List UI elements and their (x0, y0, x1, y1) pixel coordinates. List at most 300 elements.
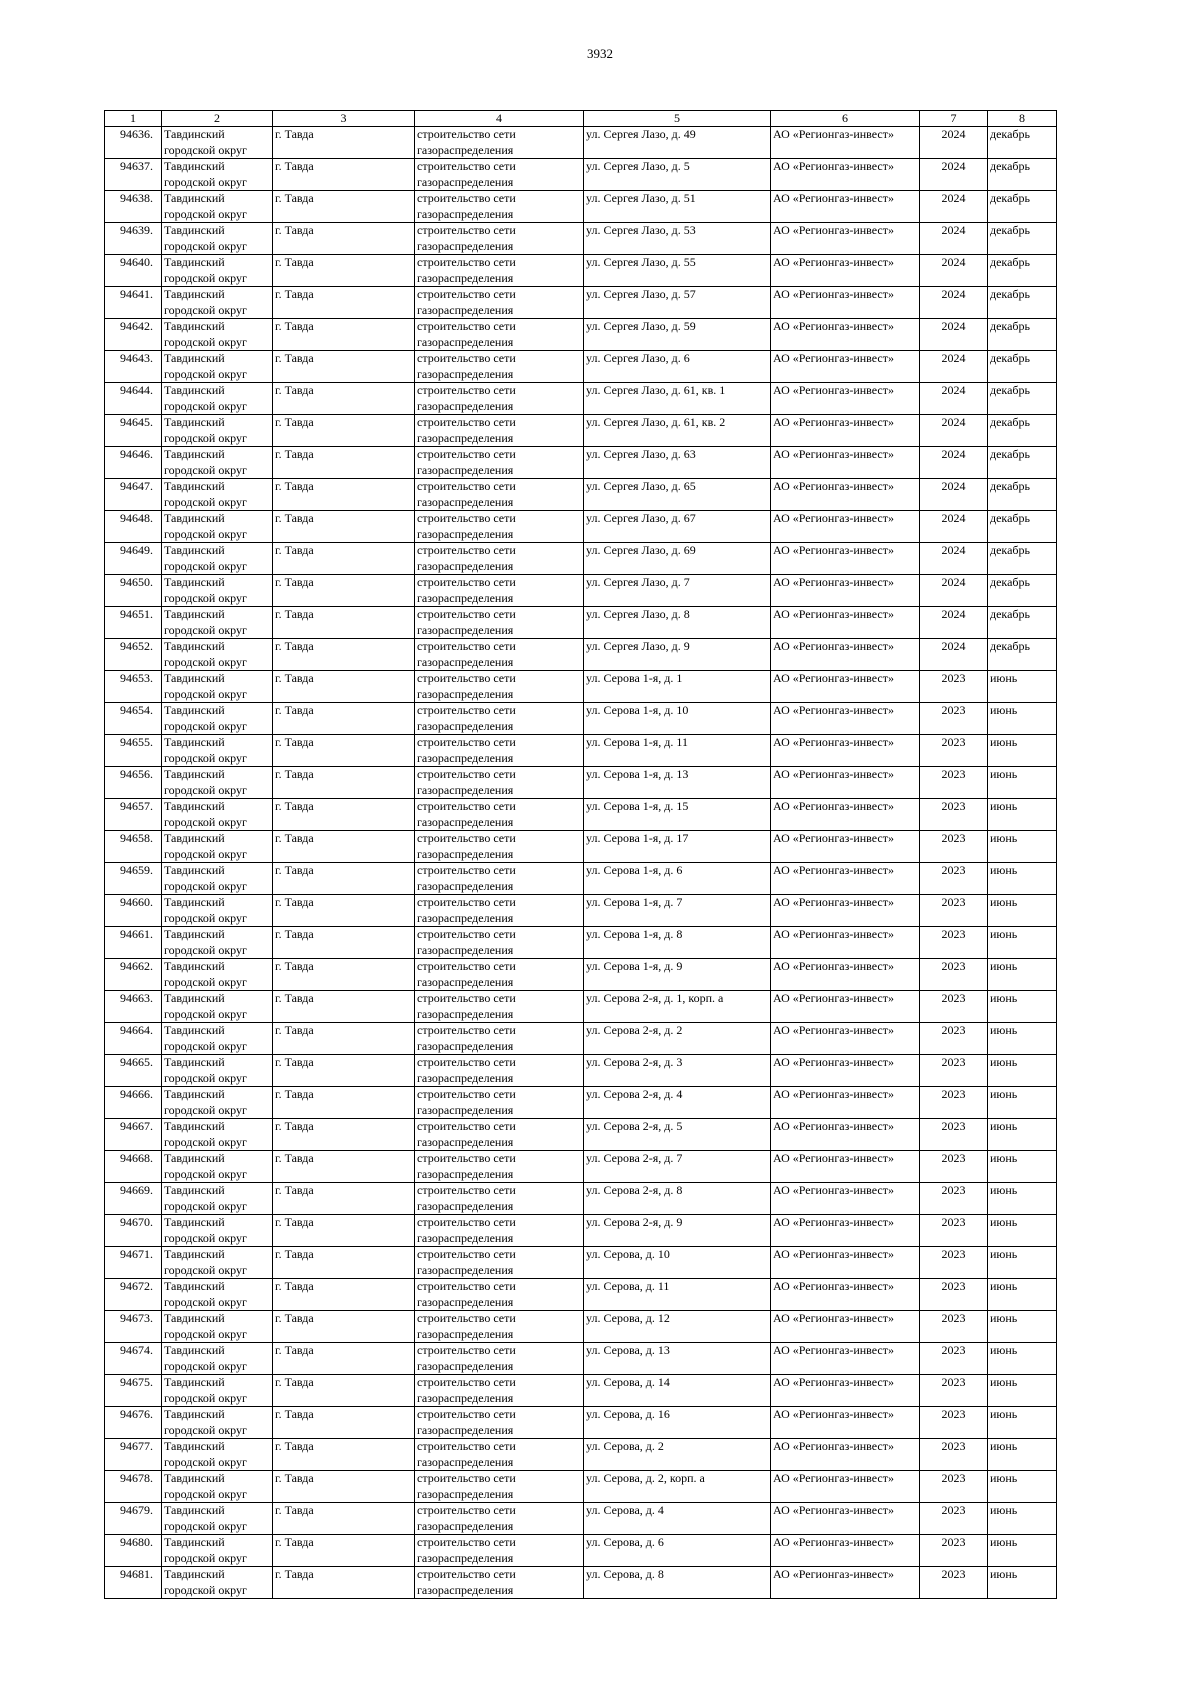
cell-address: ул. Серова, д. 4 (584, 1503, 771, 1535)
cell-settlement: г. Тавда (273, 415, 415, 447)
cell-year: 2023 (920, 831, 988, 863)
table-row (105, 127, 1057, 159)
cell-work-type: строительство сети газораспределения (415, 1471, 584, 1503)
cell-row-number: 94645. (105, 415, 162, 447)
cell-municipality: Тавдинский городской округ (162, 351, 273, 383)
cell-contractor: АО «Регионгаз-инвест» (771, 575, 920, 607)
cell-year: 2024 (920, 415, 988, 447)
data-table (104, 110, 1057, 1599)
cell-contractor: АО «Регионгаз-инвест» (771, 1471, 920, 1503)
table-row (105, 1375, 1057, 1407)
cell-work-type: строительство сети газораспределения (415, 1023, 584, 1055)
cell-address: ул. Серова 2-я, д. 9 (584, 1215, 771, 1247)
cell-contractor: АО «Регионгаз-инвест» (771, 319, 920, 351)
cell-month: июнь (988, 703, 1057, 735)
cell-row-number: 94672. (105, 1279, 162, 1311)
cell-address: ул. Серова, д. 8 (584, 1567, 771, 1599)
cell-municipality: Тавдинский городской округ (162, 319, 273, 351)
cell-month: декабрь (988, 447, 1057, 479)
cell-row-number: 94677. (105, 1439, 162, 1471)
cell-year: 2023 (920, 703, 988, 735)
cell-contractor: АО «Регионгаз-инвест» (771, 1535, 920, 1567)
cell-row-number: 94678. (105, 1471, 162, 1503)
table-row (105, 735, 1057, 767)
cell-municipality: Тавдинский городской округ (162, 479, 273, 511)
table-row (105, 639, 1057, 671)
cell-settlement: г. Тавда (273, 1055, 415, 1087)
table-row (105, 767, 1057, 799)
header-cell-7: 7 (920, 111, 988, 127)
cell-settlement: г. Тавда (273, 159, 415, 191)
cell-settlement: г. Тавда (273, 831, 415, 863)
cell-municipality: Тавдинский городской округ (162, 415, 273, 447)
cell-work-type: строительство сети газораспределения (415, 767, 584, 799)
cell-work-type: строительство сети газораспределения (415, 1215, 584, 1247)
cell-year: 2024 (920, 159, 988, 191)
cell-row-number: 94654. (105, 703, 162, 735)
cell-month: июнь (988, 1151, 1057, 1183)
cell-row-number: 94649. (105, 543, 162, 575)
cell-settlement: г. Тавда (273, 1183, 415, 1215)
cell-municipality: Тавдинский городской округ (162, 287, 273, 319)
cell-settlement: г. Тавда (273, 1151, 415, 1183)
cell-row-number: 94641. (105, 287, 162, 319)
cell-contractor: АО «Регионгаз-инвест» (771, 927, 920, 959)
table-row (105, 479, 1057, 511)
cell-year: 2024 (920, 287, 988, 319)
cell-month: декабрь (988, 351, 1057, 383)
cell-work-type: строительство сети газораспределения (415, 511, 584, 543)
cell-municipality: Тавдинский городской округ (162, 895, 273, 927)
cell-work-type: строительство сети газораспределения (415, 1503, 584, 1535)
cell-settlement: г. Тавда (273, 1503, 415, 1535)
cell-address: ул. Сергея Лазо, д. 65 (584, 479, 771, 511)
cell-contractor: АО «Регионгаз-инвест» (771, 703, 920, 735)
cell-settlement: г. Тавда (273, 1311, 415, 1343)
cell-contractor: АО «Регионгаз-инвест» (771, 959, 920, 991)
cell-month: декабрь (988, 319, 1057, 351)
cell-work-type: строительство сети газораспределения (415, 1439, 584, 1471)
cell-month: июнь (988, 1439, 1057, 1471)
cell-row-number: 94680. (105, 1535, 162, 1567)
cell-municipality: Тавдинский городской округ (162, 799, 273, 831)
cell-municipality: Тавдинский городской округ (162, 1407, 273, 1439)
cell-contractor: АО «Регионгаз-инвест» (771, 671, 920, 703)
cell-year: 2023 (920, 799, 988, 831)
cell-year: 2023 (920, 959, 988, 991)
cell-month: июнь (988, 1567, 1057, 1599)
table-row (105, 991, 1057, 1023)
cell-municipality: Тавдинский городской округ (162, 1087, 273, 1119)
cell-address: ул. Серова 1-я, д. 8 (584, 927, 771, 959)
cell-work-type: строительство сети газораспределения (415, 447, 584, 479)
cell-address: ул. Сергея Лазо, д. 9 (584, 639, 771, 671)
cell-year: 2023 (920, 895, 988, 927)
cell-row-number: 94662. (105, 959, 162, 991)
header-row (105, 111, 1057, 127)
cell-row-number: 94640. (105, 255, 162, 287)
cell-work-type: строительство сети газораспределения (415, 383, 584, 415)
cell-settlement: г. Тавда (273, 543, 415, 575)
cell-month: декабрь (988, 127, 1057, 159)
cell-address: ул. Сергея Лазо, д. 51 (584, 191, 771, 223)
cell-month: декабрь (988, 415, 1057, 447)
cell-row-number: 94646. (105, 447, 162, 479)
table-row (105, 1247, 1057, 1279)
table-row (105, 1407, 1057, 1439)
cell-work-type: строительство сети газораспределения (415, 1407, 584, 1439)
cell-row-number: 94671. (105, 1247, 162, 1279)
cell-address: ул. Сергея Лазо, д. 63 (584, 447, 771, 479)
cell-year: 2023 (920, 1471, 988, 1503)
cell-municipality: Тавдинский городской округ (162, 735, 273, 767)
cell-month: июнь (988, 799, 1057, 831)
cell-address: ул. Серова 1-я, д. 15 (584, 799, 771, 831)
cell-work-type: строительство сети газораспределения (415, 1183, 584, 1215)
cell-row-number: 94675. (105, 1375, 162, 1407)
table-row (105, 1183, 1057, 1215)
table-row (105, 415, 1057, 447)
cell-contractor: АО «Регионгаз-инвест» (771, 1407, 920, 1439)
cell-address: ул. Серова 1-я, д. 6 (584, 863, 771, 895)
cell-municipality: Тавдинский городской округ (162, 159, 273, 191)
cell-settlement: г. Тавда (273, 1087, 415, 1119)
cell-year: 2024 (920, 191, 988, 223)
cell-year: 2024 (920, 543, 988, 575)
cell-month: июнь (988, 863, 1057, 895)
table-row (105, 191, 1057, 223)
cell-municipality: Тавдинский городской округ (162, 1119, 273, 1151)
cell-year: 2024 (920, 319, 988, 351)
cell-address: ул. Сергея Лазо, д. 7 (584, 575, 771, 607)
cell-month: июнь (988, 1471, 1057, 1503)
cell-settlement: г. Тавда (273, 1247, 415, 1279)
cell-year: 2023 (920, 1343, 988, 1375)
cell-contractor: АО «Регионгаз-инвест» (771, 1119, 920, 1151)
cell-work-type: строительство сети газораспределения (415, 479, 584, 511)
cell-year: 2023 (920, 1247, 988, 1279)
cell-settlement: г. Тавда (273, 575, 415, 607)
cell-year: 2023 (920, 1439, 988, 1471)
cell-municipality: Тавдинский городской округ (162, 255, 273, 287)
cell-row-number: 94650. (105, 575, 162, 607)
cell-month: июнь (988, 671, 1057, 703)
cell-address: ул. Серова, д. 16 (584, 1407, 771, 1439)
cell-municipality: Тавдинский городской округ (162, 575, 273, 607)
cell-year: 2023 (920, 1055, 988, 1087)
cell-month: июнь (988, 1247, 1057, 1279)
header-cell-6: 6 (771, 111, 920, 127)
cell-work-type: строительство сети газораспределения (415, 223, 584, 255)
cell-month: июнь (988, 1279, 1057, 1311)
cell-work-type: строительство сети газораспределения (415, 1087, 584, 1119)
cell-address: ул. Серова, д. 2 (584, 1439, 771, 1471)
table-row (105, 255, 1057, 287)
table-row (105, 607, 1057, 639)
cell-address: ул. Серова 2-я, д. 2 (584, 1023, 771, 1055)
cell-contractor: АО «Регионгаз-инвест» (771, 863, 920, 895)
page-number: 3932 (587, 46, 613, 61)
cell-work-type: строительство сети газораспределения (415, 1343, 584, 1375)
cell-address: ул. Серова 1-я, д. 13 (584, 767, 771, 799)
cell-work-type: строительство сети газораспределения (415, 639, 584, 671)
cell-contractor: АО «Регионгаз-инвест» (771, 1503, 920, 1535)
cell-address: ул. Серова 1-я, д. 9 (584, 959, 771, 991)
cell-month: декабрь (988, 479, 1057, 511)
cell-row-number: 94655. (105, 735, 162, 767)
cell-settlement: г. Тавда (273, 767, 415, 799)
cell-municipality: Тавдинский городской округ (162, 1055, 273, 1087)
cell-year: 2024 (920, 383, 988, 415)
cell-address: ул. Серова 1-я, д. 11 (584, 735, 771, 767)
cell-settlement: г. Тавда (273, 1023, 415, 1055)
cell-address: ул. Серова, д. 6 (584, 1535, 771, 1567)
table-row (105, 671, 1057, 703)
cell-work-type: строительство сети газораспределения (415, 1119, 584, 1151)
cell-month: июнь (988, 1087, 1057, 1119)
cell-address: ул. Сергея Лазо, д. 57 (584, 287, 771, 319)
cell-work-type: строительство сети газораспределения (415, 127, 584, 159)
cell-year: 2024 (920, 607, 988, 639)
cell-contractor: АО «Регионгаз-инвест» (771, 1055, 920, 1087)
cell-work-type: строительство сети газораспределения (415, 287, 584, 319)
cell-year: 2023 (920, 1215, 988, 1247)
cell-work-type: строительство сети газораспределения (415, 607, 584, 639)
cell-work-type: строительство сети газораспределения (415, 703, 584, 735)
cell-year: 2024 (920, 351, 988, 383)
cell-contractor: АО «Регионгаз-инвест» (771, 1087, 920, 1119)
cell-year: 2023 (920, 927, 988, 959)
header-cell-1: 1 (105, 111, 162, 127)
cell-row-number: 94679. (105, 1503, 162, 1535)
cell-year: 2024 (920, 127, 988, 159)
cell-address: ул. Серова 2-я, д. 3 (584, 1055, 771, 1087)
cell-municipality: Тавдинский городской округ (162, 1439, 273, 1471)
cell-address: ул. Сергея Лазо, д. 5 (584, 159, 771, 191)
cell-month: декабрь (988, 287, 1057, 319)
table-row (105, 1471, 1057, 1503)
cell-row-number: 94681. (105, 1567, 162, 1599)
cell-municipality: Тавдинский городской округ (162, 223, 273, 255)
cell-contractor: АО «Регионгаз-инвест» (771, 1279, 920, 1311)
cell-row-number: 94676. (105, 1407, 162, 1439)
cell-year: 2023 (920, 1279, 988, 1311)
cell-year: 2023 (920, 1087, 988, 1119)
cell-row-number: 94651. (105, 607, 162, 639)
cell-address: ул. Серова 1-я, д. 7 (584, 895, 771, 927)
cell-month: декабрь (988, 191, 1057, 223)
cell-year: 2024 (920, 575, 988, 607)
cell-municipality: Тавдинский городской округ (162, 1503, 273, 1535)
cell-settlement: г. Тавда (273, 1535, 415, 1567)
table-row (105, 1311, 1057, 1343)
header-cell-2: 2 (162, 111, 273, 127)
cell-contractor: АО «Регионгаз-инвест» (771, 383, 920, 415)
cell-settlement: г. Тавда (273, 287, 415, 319)
cell-row-number: 94664. (105, 1023, 162, 1055)
table-row (105, 159, 1057, 191)
cell-row-number: 94637. (105, 159, 162, 191)
cell-address: ул. Серова, д. 12 (584, 1311, 771, 1343)
cell-settlement: г. Тавда (273, 511, 415, 543)
cell-contractor: АО «Регионгаз-инвест» (771, 447, 920, 479)
cell-contractor: АО «Регионгаз-инвест» (771, 543, 920, 575)
cell-year: 2023 (920, 735, 988, 767)
cell-contractor: АО «Регионгаз-инвест» (771, 255, 920, 287)
cell-month: декабрь (988, 511, 1057, 543)
cell-municipality: Тавдинский городской округ (162, 1343, 273, 1375)
cell-address: ул. Серова 2-я, д. 7 (584, 1151, 771, 1183)
cell-work-type: строительство сети газораспределения (415, 863, 584, 895)
cell-year: 2024 (920, 639, 988, 671)
cell-address: ул. Серова 2-я, д. 8 (584, 1183, 771, 1215)
cell-month: декабрь (988, 159, 1057, 191)
cell-row-number: 94656. (105, 767, 162, 799)
cell-row-number: 94661. (105, 927, 162, 959)
cell-month: июнь (988, 1407, 1057, 1439)
cell-contractor: АО «Регионгаз-инвест» (771, 159, 920, 191)
cell-work-type: строительство сети газораспределения (415, 735, 584, 767)
table-row (105, 447, 1057, 479)
cell-municipality: Тавдинский городской округ (162, 863, 273, 895)
cell-year: 2023 (920, 1503, 988, 1535)
cell-municipality: Тавдинский городской округ (162, 1375, 273, 1407)
cell-month: июнь (988, 991, 1057, 1023)
cell-year: 2023 (920, 1183, 988, 1215)
cell-year: 2023 (920, 1119, 988, 1151)
cell-settlement: г. Тавда (273, 1567, 415, 1599)
cell-settlement: г. Тавда (273, 255, 415, 287)
cell-month: июнь (988, 895, 1057, 927)
cell-municipality: Тавдинский городской округ (162, 1311, 273, 1343)
header-cell-4: 4 (415, 111, 584, 127)
cell-address: ул. Серова 2-я, д. 1, корп. а (584, 991, 771, 1023)
cell-contractor: АО «Регионгаз-инвест» (771, 511, 920, 543)
cell-settlement: г. Тавда (273, 479, 415, 511)
cell-settlement: г. Тавда (273, 703, 415, 735)
cell-address: ул. Серова 1-я, д. 1 (584, 671, 771, 703)
cell-year: 2024 (920, 223, 988, 255)
cell-contractor: АО «Регионгаз-инвест» (771, 287, 920, 319)
cell-work-type: строительство сети газораспределения (415, 543, 584, 575)
cell-municipality: Тавдинский городской округ (162, 1215, 273, 1247)
cell-address: ул. Серова 1-я, д. 17 (584, 831, 771, 863)
cell-address: ул. Серова, д. 14 (584, 1375, 771, 1407)
cell-work-type: строительство сети газораспределения (415, 351, 584, 383)
cell-year: 2023 (920, 1567, 988, 1599)
cell-address: ул. Сергея Лазо, д. 67 (584, 511, 771, 543)
cell-year: 2023 (920, 1311, 988, 1343)
cell-contractor: АО «Регионгаз-инвест» (771, 799, 920, 831)
table-row (105, 223, 1057, 255)
cell-settlement: г. Тавда (273, 1375, 415, 1407)
cell-year: 2023 (920, 1375, 988, 1407)
header-cell-3: 3 (273, 111, 415, 127)
table-row (105, 895, 1057, 927)
cell-work-type: строительство сети газораспределения (415, 575, 584, 607)
cell-row-number: 94666. (105, 1087, 162, 1119)
cell-contractor: АО «Регионгаз-инвест» (771, 895, 920, 927)
cell-contractor: АО «Регионгаз-инвест» (771, 1215, 920, 1247)
cell-settlement: г. Тавда (273, 1343, 415, 1375)
table-row (105, 1151, 1057, 1183)
cell-month: июнь (988, 767, 1057, 799)
cell-year: 2023 (920, 1023, 988, 1055)
cell-month: июнь (988, 1055, 1057, 1087)
table-row (105, 703, 1057, 735)
cell-row-number: 94658. (105, 831, 162, 863)
cell-year: 2024 (920, 255, 988, 287)
cell-work-type: строительство сети газораспределения (415, 895, 584, 927)
cell-work-type: строительство сети газораспределения (415, 799, 584, 831)
table-row (105, 831, 1057, 863)
cell-address: ул. Сергея Лазо, д. 49 (584, 127, 771, 159)
cell-work-type: строительство сети газораспределения (415, 959, 584, 991)
cell-address: ул. Сергея Лазо, д. 53 (584, 223, 771, 255)
cell-year: 2024 (920, 511, 988, 543)
table-row (105, 351, 1057, 383)
cell-month: июнь (988, 831, 1057, 863)
cell-settlement: г. Тавда (273, 383, 415, 415)
cell-address: ул. Сергея Лазо, д. 61, кв. 2 (584, 415, 771, 447)
cell-municipality: Тавдинский городской округ (162, 671, 273, 703)
cell-address: ул. Серова, д. 11 (584, 1279, 771, 1311)
cell-month: июнь (988, 1375, 1057, 1407)
cell-contractor: АО «Регионгаз-инвест» (771, 223, 920, 255)
cell-month: июнь (988, 1119, 1057, 1151)
cell-row-number: 94665. (105, 1055, 162, 1087)
cell-municipality: Тавдинский городской округ (162, 543, 273, 575)
cell-municipality: Тавдинский городской округ (162, 1471, 273, 1503)
cell-municipality: Тавдинский городской округ (162, 1279, 273, 1311)
cell-municipality: Тавдинский городской округ (162, 959, 273, 991)
cell-settlement: г. Тавда (273, 799, 415, 831)
cell-settlement: г. Тавда (273, 863, 415, 895)
cell-contractor: АО «Регионгаз-инвест» (771, 1151, 920, 1183)
cell-municipality: Тавдинский городской округ (162, 1183, 273, 1215)
cell-municipality: Тавдинский городской округ (162, 191, 273, 223)
table-row (105, 287, 1057, 319)
cell-work-type: строительство сети газораспределения (415, 671, 584, 703)
cell-work-type: строительство сети газораспределения (415, 319, 584, 351)
cell-row-number: 94647. (105, 479, 162, 511)
cell-address: ул. Сергея Лазо, д. 6 (584, 351, 771, 383)
cell-municipality: Тавдинский городской округ (162, 1023, 273, 1055)
cell-address: ул. Серова 2-я, д. 4 (584, 1087, 771, 1119)
table-row (105, 1119, 1057, 1151)
cell-month: декабрь (988, 383, 1057, 415)
table-row (105, 1343, 1057, 1375)
cell-municipality: Тавдинский городской округ (162, 511, 273, 543)
table-row (105, 1535, 1057, 1567)
cell-contractor: АО «Регионгаз-инвест» (771, 735, 920, 767)
cell-settlement: г. Тавда (273, 319, 415, 351)
cell-settlement: г. Тавда (273, 191, 415, 223)
cell-settlement: г. Тавда (273, 351, 415, 383)
header-cell-5: 5 (584, 111, 771, 127)
cell-row-number: 94652. (105, 639, 162, 671)
cell-month: июнь (988, 735, 1057, 767)
cell-municipality: Тавдинский городской округ (162, 767, 273, 799)
cell-contractor: АО «Регионгаз-инвест» (771, 191, 920, 223)
cell-work-type: строительство сети газораспределения (415, 415, 584, 447)
table-row (105, 383, 1057, 415)
cell-contractor: АО «Регионгаз-инвест» (771, 351, 920, 383)
cell-settlement: г. Тавда (273, 927, 415, 959)
cell-year: 2023 (920, 1151, 988, 1183)
cell-contractor: АО «Регионгаз-инвест» (771, 415, 920, 447)
cell-address: ул. Серова 2-я, д. 5 (584, 1119, 771, 1151)
